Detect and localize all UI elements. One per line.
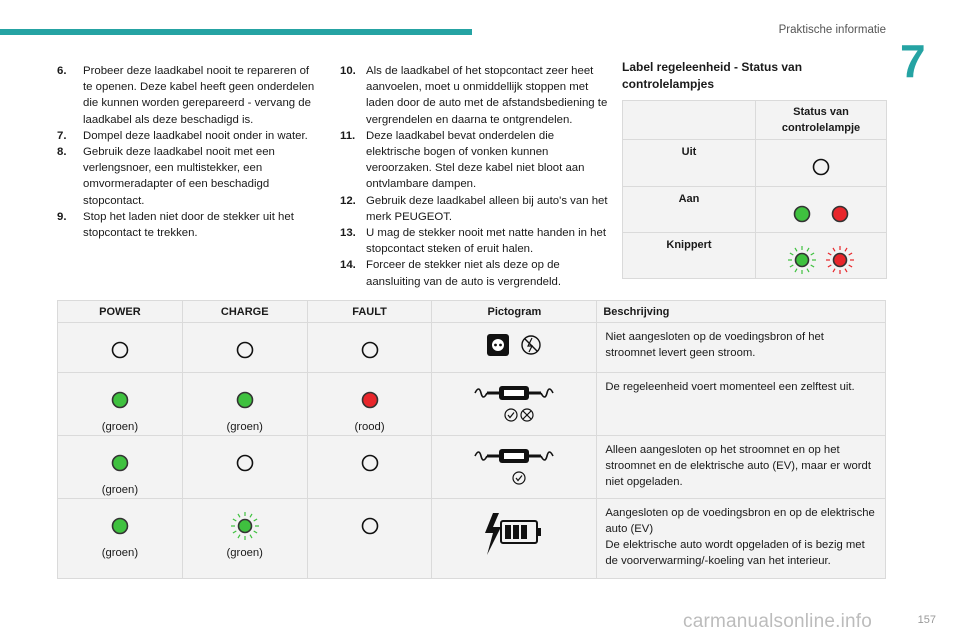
status-lamps [756,140,887,187]
power-lamp-cell [58,499,183,579]
description-cell: Aangesloten op de voedingsbron en op de elektrische auto (EV) De elektrische auto wordt opgeladen of is bezig met de voorverwarming/-koeling van het interieur. [597,499,886,579]
lamp-icon [105,457,135,469]
middle-column-list [340,63,610,290]
lamp-color-label: (groen) [101,484,139,496]
charge-lamp-cell [182,323,307,373]
fault-lamp-cell [307,373,432,436]
pictogram-cell [432,499,597,579]
section-title: Praktische informatie [778,24,886,36]
header-description: Beschrijving [597,301,886,323]
item-number: 13. [340,227,356,240]
label-section-title: Label regeleenheid - Status van controlelampjes [622,60,803,91]
lamp-icon [787,208,817,220]
item-text: Gebruik deze laadkabel nooit met een verlengsnoer, een multistekker, een omvormeradapter of een beschadigd stopcontact. [83,146,275,207]
item-number: 6. [57,65,67,77]
item-number: 9. [57,210,67,223]
lamp-icon [230,394,260,406]
lamp-icon [230,520,260,532]
status-lamp-table [622,100,887,279]
description-cell: De regeleenheid voert momenteel een zelftest uit. [597,373,886,436]
lamp-icon [105,344,135,356]
connected-icon [449,479,579,491]
lamp-color-label: (rood) [354,421,385,433]
status-lamps [756,187,887,233]
list-item [340,193,610,225]
status-row-off [623,140,887,187]
charging-status-table [57,300,886,579]
pictogram-cell [432,436,597,499]
description-cell: Alleen aangesloten op het stroomnet en op het stroomnet en de elektrische auto (EV), maar er wordt niet opgeladen. [597,436,886,499]
header-accent-bar [0,29,472,35]
lamp-color-label: (groen) [101,421,139,433]
description-cell: Niet aangesloten op de voedingsbron of het stroomnet levert geen stroom. [597,323,886,373]
status-row-blink [623,233,887,279]
status-row-label: Aan [623,187,756,233]
power-lamp-cell [58,436,183,499]
table-row [58,373,886,436]
lamp-icon [825,254,855,266]
list-item [340,128,610,193]
item-number: 7. [57,129,67,142]
status-row-label: Uit [623,140,756,187]
status-row-label: Knippert [623,233,756,279]
left-column-list [57,63,317,241]
list-item [57,128,317,144]
header-pictogram: Pictogram [432,301,597,323]
item-number: 12. [340,194,356,207]
fault-lamp-cell [307,323,432,373]
item-text: Deze laadkabel bevat onderdelen die elektrische bogen of vonken kunnen veroorzaken. Stel deze kabel niet bloot aan ontvlambare dampen. [366,129,585,191]
table-row [58,323,886,373]
item-text: Stop het laden niet door de stekker uit het stopcontact te trekken. [83,210,294,240]
lamp-icon [806,161,836,173]
lamp-icon [355,457,385,469]
item-number: 14. [340,259,356,272]
pictogram-cell [432,323,597,373]
status-table-header-row [623,101,887,140]
power-lamp-cell [58,323,183,373]
status-lamps [756,233,887,279]
socket-no-power-icon [479,352,549,364]
lamp-color-label: (groen) [226,547,263,559]
lamp-icon [787,254,817,266]
main-table-header-row [58,301,886,323]
charge-lamp-cell [182,373,307,436]
status-column-header: Status van controlelampje [756,101,887,140]
watermark: carmanualsonline.info [683,611,873,632]
header-power: POWER [58,301,183,323]
header-charge: CHARGE [182,301,307,323]
page-number: 157 [917,614,936,626]
lamp-icon [355,520,385,532]
item-text: Als de laadkabel of het stopcontact zeer heet aanvoelen, moet u onmiddellijk stoppen met laden door de auto met de afstandsbediening te vergrendelen en daarna te ontgrendelen. [366,65,608,126]
fault-lamp-cell [307,499,432,579]
lamp-color-label: (groen) [101,547,139,559]
lamp-icon [230,457,260,469]
charging-battery-icon [479,550,549,562]
table-row [58,436,886,499]
list-item [57,63,317,128]
status-row-on [623,187,887,233]
charge-lamp-cell [182,436,307,499]
pictogram-cell [432,373,597,436]
item-number: 8. [57,146,67,159]
item-text: U mag de stekker nooit met natte handen in het stopcontact steken of eruit halen. [366,227,606,256]
item-text: Forceer de stekker niet als deze op de aansluiting van de auto is vergrendeld. [366,259,562,288]
fault-lamp-cell [307,436,432,499]
lamp-icon [825,208,855,220]
chapter-number: 7 [900,35,926,87]
self-test-icon [449,416,579,428]
list-item [57,144,317,209]
list-item [340,257,610,289]
item-number: 10. [340,65,356,77]
lamp-icon [355,344,385,356]
lamp-icon [105,520,135,532]
power-lamp-cell [58,373,183,436]
list-item [340,225,610,257]
lamp-icon [230,344,260,356]
item-text: Dompel deze laadkabel nooit onder in water. [83,129,308,142]
item-text: Gebruik deze laadkabel alleen bij auto's van het merk PEUGEOT. [366,194,608,223]
table-row [58,499,886,579]
lamp-color-label: (groen) [226,421,263,433]
list-item [340,63,610,128]
list-item [57,209,317,241]
lamp-icon [105,394,135,406]
charge-lamp-cell [182,499,307,579]
item-text: Probeer deze laadkabel nooit te repareren of te openen. Deze kabel heeft geen onderdelen die kunnen worden gerepareerd - vervang de laadkabel als deze beschadigd is. [83,65,315,126]
header-fault: FAULT [307,301,432,323]
lamp-icon [355,394,385,406]
item-number: 11. [340,129,356,142]
